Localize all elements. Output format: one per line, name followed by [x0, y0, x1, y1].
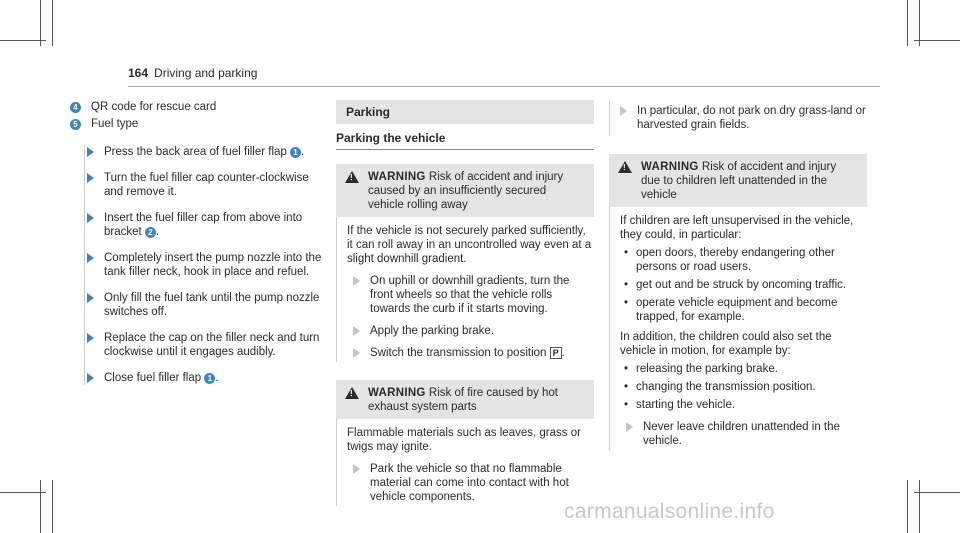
warning-heading: Risk of accident and injury caused by an insufficiently secured vehicle rolling away — [368, 171, 564, 211]
callout-number: 1 — [204, 373, 215, 384]
warning-header — [609, 154, 867, 207]
instruction-step — [85, 251, 325, 279]
bullet-list — [620, 362, 867, 412]
legend-label: QR code for rescue card — [91, 101, 217, 113]
continued-step — [609, 100, 867, 136]
warning-box — [336, 164, 594, 362]
instruction-step — [85, 291, 325, 319]
list-item: • operate vehicle equipment and become trapped, for example. — [620, 296, 867, 324]
crop-mark — [919, 480, 920, 533]
instruction-step — [85, 211, 325, 239]
warning-icon — [618, 161, 632, 173]
step-text: On uphill or downhill gradients, turn the front wheels so that the vehicle rolls towards the curb if it starts moving. — [370, 275, 570, 315]
section-title: Parking — [336, 100, 594, 124]
arrow-icon — [87, 253, 94, 263]
instruction-step — [85, 171, 325, 199]
warning-text: Flammable materials such as leaves, grass or twigs may ignite. — [347, 427, 581, 453]
warning-label: WARNING — [368, 171, 426, 183]
crop-mark — [0, 492, 46, 493]
step-text: Replace the cap on the filler neck and turn clockwise until it engages audibly. — [104, 332, 320, 358]
callout-number: 4 — [70, 102, 81, 113]
crop-mark — [907, 480, 908, 533]
instruction-step — [85, 145, 325, 159]
arrow-icon — [87, 373, 94, 383]
list-item: • releasing the parking brake. — [620, 362, 867, 376]
page-number: 164 — [128, 66, 149, 80]
warning-body — [336, 419, 594, 506]
arrow-icon — [87, 213, 94, 223]
arrow-icon — [87, 173, 94, 183]
crop-mark — [914, 492, 960, 493]
instruction-step — [85, 371, 325, 385]
arrow-icon — [353, 348, 360, 358]
column-right — [609, 100, 867, 450]
legend-item — [70, 100, 325, 114]
warning-body — [609, 207, 867, 450]
warning-header — [336, 380, 594, 419]
step-text: Park the vehicle so that no flammable material can come into contact with hot vehicle components. — [370, 463, 569, 503]
crop-mark — [40, 480, 41, 533]
warning-box — [336, 380, 594, 506]
column-middle — [336, 100, 594, 506]
step-text: Press the back area of fuel filler flap 1 . — [104, 146, 305, 158]
warning-heading: Risk of fire caused by hot exhaust system parts — [368, 387, 559, 413]
step-text: In particular, do not park on dry grass-land or harvested grain fields. — [637, 105, 866, 131]
step-text: Close fuel filler flap 1 . — [104, 372, 219, 384]
warning-header — [336, 164, 594, 217]
warning-step — [353, 462, 594, 504]
bullet-list — [620, 246, 867, 324]
callout-number: 2 — [145, 227, 156, 238]
warning-step — [626, 420, 867, 448]
refuel-steps — [84, 145, 325, 385]
step-text: Turn the fuel filler cap counter-clockwise and remove it. — [104, 172, 309, 198]
page-header — [128, 66, 880, 81]
warning-body — [336, 217, 594, 362]
subsection-title: Parking the vehicle — [336, 131, 594, 150]
warning-text: If children are left unsupervised in the vehicle, they could, in particular: — [620, 215, 854, 241]
warning-label: WARNING — [641, 161, 699, 173]
step-text: Switch the transmission to position P . — [370, 347, 565, 359]
arrow-icon — [87, 333, 94, 343]
warning-label: WARNING — [368, 387, 426, 399]
step-text: Apply the parking brake. — [370, 325, 495, 337]
header-rule — [128, 86, 880, 87]
list-item: • open doors, thereby endangering other persons or road users. — [620, 246, 867, 274]
instruction-step — [85, 331, 325, 359]
step-text: Never leave children unattended in the vehicle. — [643, 421, 840, 447]
warning-heading: Risk of accident and injury due to children left unattended in the vehicle — [641, 161, 837, 201]
crop-mark — [914, 40, 960, 41]
warning-icon — [345, 387, 359, 399]
warning-box — [609, 154, 867, 450]
legend-label: Fuel type — [91, 118, 139, 130]
list-item: • changing the transmission position. — [620, 380, 867, 394]
arrow-icon — [353, 276, 360, 286]
warning-text: In addition, the children could also set the vehicle in motion, for example by: — [620, 331, 832, 357]
arrow-icon — [620, 106, 627, 116]
warning-icon — [345, 171, 359, 183]
column-left — [70, 100, 325, 385]
arrow-icon — [87, 147, 94, 157]
list-item: • get out and be struck by oncoming traffic. — [620, 278, 867, 292]
gear-p-symbol: P — [550, 347, 562, 359]
warning-text: If the vehicle is not securely parked sufficiently, it can roll away in an uncontrolled way even at a slight downhill gradient. — [347, 225, 592, 265]
step-text: Insert the fuel filler cap from above into bracket 2 . — [104, 212, 303, 238]
legend-item — [70, 117, 325, 131]
step-text: Completely insert the pump nozzle into the tank filler neck, hook in place and refuel. — [104, 252, 322, 278]
callout-number: 5 — [70, 119, 81, 130]
arrow-icon — [353, 464, 360, 474]
warning-step — [353, 346, 594, 360]
crop-mark — [52, 0, 53, 46]
list-item: • starting the vehicle. — [620, 398, 867, 412]
warning-step — [353, 324, 594, 338]
arrow-icon — [626, 422, 633, 432]
callout-number: 1 — [290, 147, 301, 158]
warning-step — [353, 274, 594, 316]
crop-mark — [907, 0, 908, 46]
step-text: Only fill the fuel tank until the pump nozzle switches off. — [104, 292, 320, 318]
section-name: Driving and parking — [154, 66, 258, 80]
arrow-icon — [87, 293, 94, 303]
watermark: carmanualsonline.info — [564, 500, 775, 523]
arrow-icon — [353, 326, 360, 336]
crop-mark — [52, 480, 53, 533]
crop-mark — [0, 40, 46, 41]
